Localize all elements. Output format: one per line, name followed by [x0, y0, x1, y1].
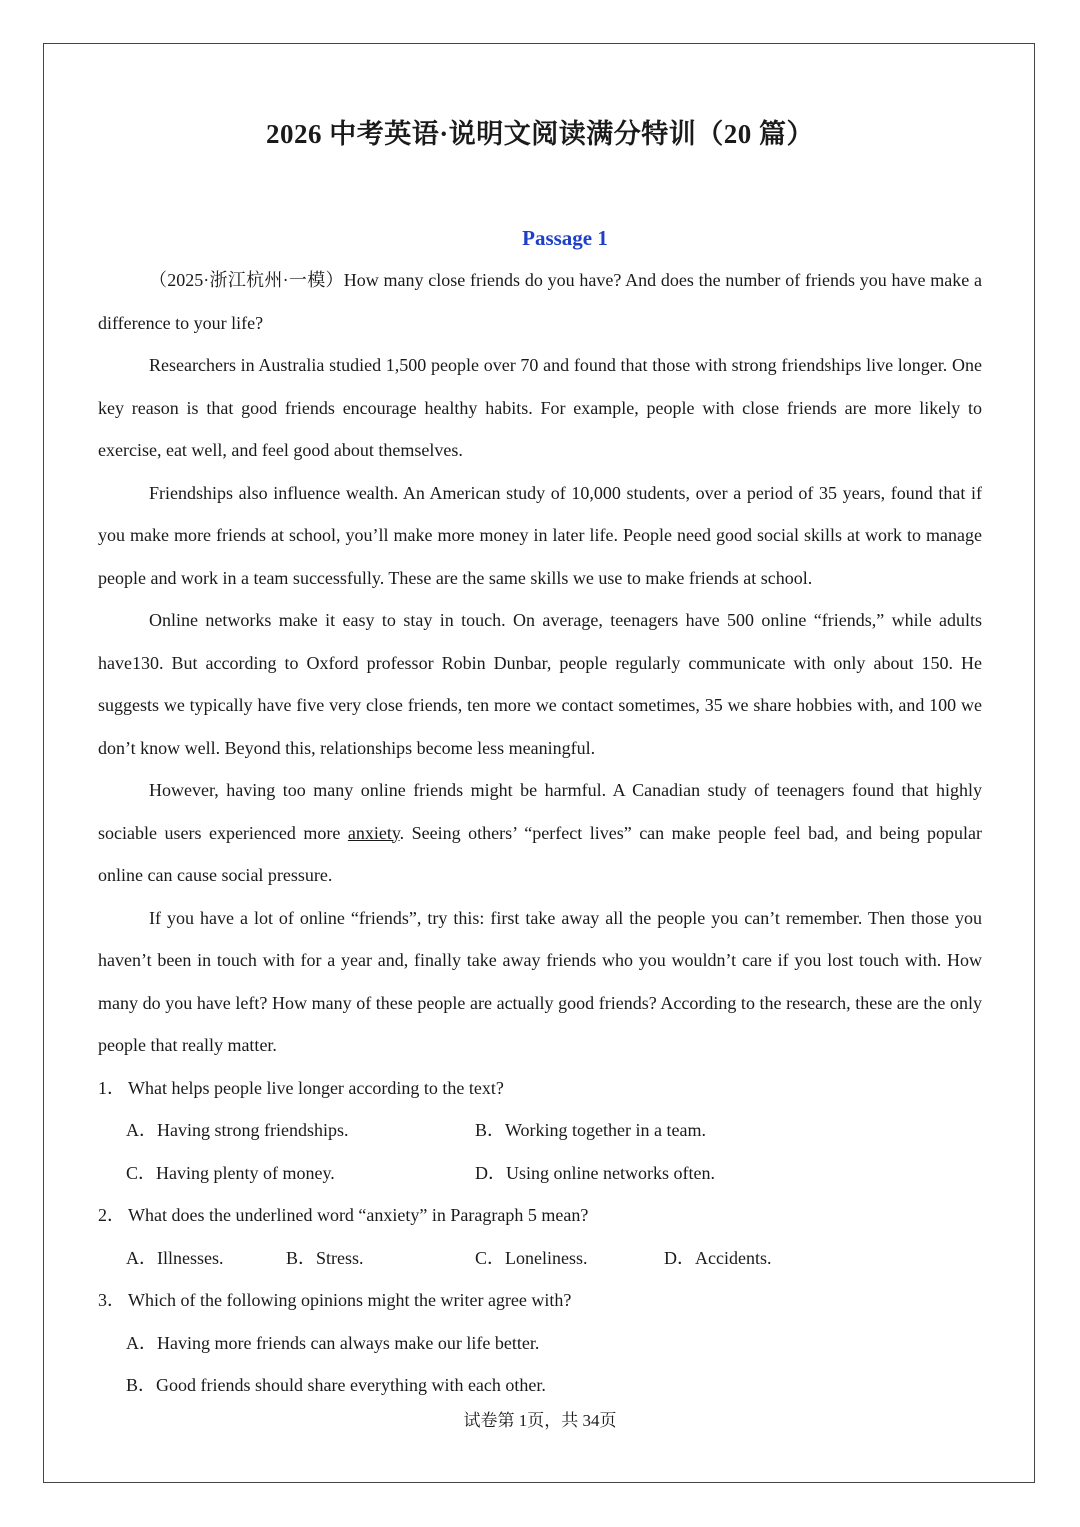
question-3-options: [98, 1322, 982, 1407]
question-3: [98, 1279, 982, 1322]
paragraph-5-end: . Seeing others’ “perfect lives” can make people feel bad, and being popular online can cause social pressure.: [98, 822, 982, 885]
question-text: Which of the following opinions might the writer agree with?: [128, 1290, 572, 1310]
option-c: C．Loneliness.: [475, 1247, 588, 1268]
question-1: [98, 1067, 982, 1110]
question-text: What helps people live longer according to the text?: [128, 1077, 504, 1098]
option-d: D．Using online networks often.: [475, 1162, 715, 1183]
option-a: A．Illnesses.: [126, 1247, 224, 1268]
passage-content: [98, 259, 982, 1407]
paragraph-5: [98, 769, 982, 897]
question-number: 2．: [98, 1205, 125, 1225]
question-text: What does the underlined word “anxiety” in Paragraph 5 mean?: [128, 1205, 589, 1225]
option-d: D．Accidents.: [664, 1247, 772, 1268]
option-b: B．Good friends should share everything with each other.: [126, 1375, 546, 1395]
paragraph-2: Researchers in Australia studied 1,500 people over 70 and found that those with strong friendships live longer. One key reason is that good friends encourage healthy habits. For example, people with close friends are more likely to exercise, eat well, and feel good about themselves.: [98, 355, 982, 460]
question-number: 3．: [98, 1290, 125, 1310]
question-2-options: [98, 1237, 982, 1280]
page-footer: 试卷第 1页，共 34页: [463, 1411, 617, 1430]
paragraph-6: If you have a lot of online “friends”, try this: first take away all the people you can’t remember. Then those you haven’t been in touch with for a year and, finally take away friends who you wouldn’t care if you lost touch with. How many do you have left? How many of these people are actually good friends? According to the research, these are the only people that really matter.: [98, 907, 982, 1055]
option-b: B．Working together in a team.: [475, 1120, 706, 1140]
paragraph-3: Friendships also influence wealth. An American study of 10,000 students, over a period of 35 years, found that if you make more friends at school, you’ll make more money in later life. People need good social skills at work to manage people and work in a team successfully. These are the same skills we use to make friends at school.: [98, 482, 982, 588]
paragraph-4: Online networks make it easy to stay in touch. On average, teenagers have 500 online “friends,” while adults have130. But according to Oxford professor Robin Dunbar, people regularly communicate with only about 150. He suggests we typically have five very close friends, ten more we contact sometimes, 35 we share hobbies with, and 100 we don’t know well. Beyond this, relationships become less meaningful.: [98, 610, 982, 758]
paragraph-5-start: However, having too many online friends might be harmful. A Canadian study of teenagers found that highly sociable users experienced more: [98, 780, 982, 843]
paragraph-1: （2025·浙江杭州·一模）How many close friends do you have? And does the number of friends you have make a difference to your life?: [98, 270, 982, 333]
underlined-word: anxiety: [347, 822, 400, 843]
option-a: A．Having more friends can always make our life better.: [126, 1332, 540, 1353]
question-2: [98, 1194, 982, 1237]
option-b: B．Stress.: [286, 1247, 364, 1268]
passage-heading: Passage 1: [522, 226, 608, 250]
question-number: 1．: [98, 1077, 125, 1098]
document-title: 2026 中考英语·说明文阅读满分特训（20 篇）: [265, 119, 814, 149]
option-a: A．Having strong friendships.: [126, 1120, 349, 1140]
question-1-options: [98, 1109, 982, 1194]
option-c: C．Having plenty of money.: [126, 1162, 335, 1183]
